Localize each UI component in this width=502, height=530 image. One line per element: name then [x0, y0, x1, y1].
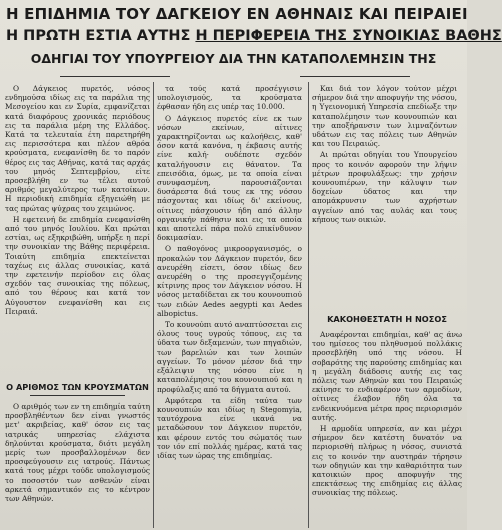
column1-paragraph: Ο Δάγκειος πυρετός, νόσος ενδημούσα ιδίως εις τα παράλια της Μεσογείου και εν Συρία, εμφανίζεται κατά διαφόρους χρονικάς περιόδους εις τα παράλια μέρη της Ελλάδος. Κατά τα τελευταία έτη παρετηρήθη εις περισσότερα και πλέον αθρόα κρούσματα, ενεφανίσθη δε το παρόν θέρος εις τας Αθήνας, κατά τας αρχάς του μηνός Σεπτεμβρίου, είτε προσεβλήθη εν τω τέλει αυτού αριθμός μεγαλύτερος των κατοίκων. Η περιοδική επιδημία εξηγειώθη με τας πρώτας ψύχρας του χειμώνος.	[5, 84, 150, 213]
headline-secondary-part-a: Η ΠΡΩΤΗ ΕΣΤΙΑ ΑΥΤΗΣ	[6, 28, 191, 44]
subheading-malignant-disease: ΚΑΚΟΗΘΕΣΤΑΤΗ Η ΝΟΣΟΣ	[327, 314, 447, 324]
header-divider-right	[300, 76, 410, 77]
column-divider-1	[153, 82, 154, 528]
article-column-1	[5, 84, 150, 359]
header-divider	[60, 76, 170, 77]
column2-paragraph: Το κουνούπι αυτό αναπτύσσεται εις όλους τους υγρούς τόπους, εις τα ύδατα των δεξαμενών, των πηγαδιών, των βαρελιών και των λοιπών αγγείων. Το μόνον μέσον διά την εξάλειψιν της νόσου είνε η καταπολέμησις του κουνουπιού και η προφύλαξις από τα δήγματα αυτού.	[157, 320, 302, 394]
headline-secondary-part-b: Η ΠΕΡΙΦΕΡΕΙΑ ΤΗΣ ΣΥΝΟΙΚΙΑΣ ΒΑΘΗΣ	[195, 28, 502, 44]
column1b-paragraph: Ο αριθμός των εν τη επιδημία ταύτη προσβληθέντων δεν είναι γνωστός μετ' ακριβείας, καθ' όσον εις τας ιατρικάς υπηρεσίας ελάχιστα δηλούνται κρούσματα, διότι μεγάλη μερίς των προσβαλλομένων δεν προσφεύγουσιν εις ιατρούς. Πάντως κατά τους μέχρι τούδε υπολογισμούς το ποσοστόν των ασθενών είναι αρκετά σημαντικόν εις το κέντρον των Αθηνών.	[5, 402, 150, 504]
column3b-paragraph: Αναφέρονται επιδημίαι, καθ' ας άνω του ημίσεος του πληθυσμού πολλάκις προσεβλήθη υπό της νόσου. Η σοβαρότης της παρούσης επιδημίας και η μεγάλη διάδοσις αυτής εις τας πόλεις των Αθηνών και του Πειραιώς εκίνησε το ενδιαφέρον των αρμοδίων, οίτινες έλαβον ήδη όλα τα ενδεικνυόμενα μέτρα προς περιορισμόν αυτής.	[312, 330, 462, 422]
column3-paragraph: Και διά τον λόγον τούτον μέχρι σήμερον διά την αποφυγήν της νόσου, η Υγειονομική Υπηρεσία επεδίωξε την καταπολέμησιν των κουνουπιών και την αποξήρανσιν των λιμναζόντων υδάτων εις τας πόλεις των Αθηνών και του Πειραιώς.	[312, 84, 457, 149]
headline-main: Η ΕΠΙΔΗΜΙΑ ΤΟΥ ΔΑΓΚΕΙΟΥ ΕΝ ΑΘΗΝΑΙΣ ΚΑΙ ΠΕΙΡΑΙΕΙ	[6, 5, 468, 23]
column2-paragraph: Αμφότερα τα είδη ταύτα των κουνουπιών και ιδίως η Stegomyia, ταυτόχρονα είνε ικανά να μεταδώσουν τον Δάγκειον πυρετόν, και φέρουν εντός του σώματός των τον ιόν επί πολλάς ημέρας, κατά τας ιδίας των ώρας της επιδημίας.	[157, 395, 302, 460]
column2-paragraph: Ο Δάγκειος πυρετός είνε εκ των νόσων εκείνων, αίτινες χαρακτηρίζονται ως καλοήθεις, καθ' όσον κατά κανόνα, η έκβασις αυτής είνε καλή· ουδέποτε σχεδόν καταλήγουσιν εις θάνατον. Τα επεισόδια, όμως, με τα οποία είναι συνυφασμένη, παρουσιάζονται δυσάρεστα διά τους εκ της νόσου πάσχοντας και ιδίως δι' εκείνους, οίτινες πάσχουσιν ήδη από άλλην οργανικήν πάθησιν και εις τα οποία και αποτελεί πάρα πολύ επικίνδυνον δοκιμασίαν.	[157, 113, 302, 243]
headline-tertiary: ΟΔΗΓΙΑΙ ΤΟΥ ΥΠΟΥΡΓΕΙΟΥ ΔΙΑ ΤΗΝ ΚΑΤΑΠΟΛΕΜΗΣΙΝ ΤΗΣ	[30, 51, 437, 66]
article-column-3	[312, 84, 457, 284]
column-divider-2	[308, 82, 309, 528]
column2-paragraph: Ο παθογόνος μικροοργανισμός, ο προκαλών τον Δάγκειον πυρετόν, δεν ανευρέθη είσετι, όσον ιδίως δεν ανευρέθη ο της προσεγγιζομένης κίτρινης προς τον Δάγκειον νόσου. Η νόσος μεταδίδεται εκ του κουνουπιού των ειδών Aedes aegypti και Aedes albopictus.	[157, 244, 302, 318]
article-column-1-continued	[5, 402, 150, 528]
article-column-2	[157, 84, 302, 528]
column2-paragraph: τα τούς κατά προσέγγισιν υπολογισμούς, τα κρούσματα έφθασαν ήδη εις υπέρ τας 10.000.	[157, 84, 302, 112]
column3b-paragraph: Η αρμοδία υπηρεσία, αν και μέχρι σήμερον δεν κατέστη δυνατόν να περιορισθή πλήρως η νόσος, συνιστά εις το κοινόν την αυστηράν τήρησιν των οδηγιών και την καθαριότητα των κατοικιών προς αποφυγήν της επεκτάσεως της επιδημίας εις άλλας συνοικίας της πόλεως.	[312, 424, 462, 498]
subheading-rule	[30, 395, 125, 396]
headline-secondary	[6, 26, 502, 46]
subheading-case-count: Ο ΑΡΙΘΜΟΣ ΤΩΝ ΚΡΟΥΣΜΑΤΩΝ	[6, 382, 149, 392]
column3-paragraph: Αι πρώται οδηγίαι του Υπουργείου προς το κοινόν αφορούν την λήψιν μέτρων προφυλάξεως: την χρήσιν κουνουπιέρων, την κάλυψιν των δοχείων ύδατος και την απομάκρυνσιν των αχρήστων αγγείων από τας αυλάς και τους κήπους των οικιών.	[312, 150, 457, 224]
column1-paragraph: Η εφετεινή δε επιδημία ενεφανίσθη από του μηνός Ιουλίου. Και πρώται εστίαι, ως εξηκριβώθη, υπήρξε η περί την συνοικίαν της Βάθης περιφέρεια. Τοιαύτη επιδημία επεκτείνεται ταχέως εις άλλας συνοικίας, κατά την εφετεινήν περίοδον εις όλας σχεδόν τας συνοικίας της πόλεως, από του θέρους και κατά τον Αύγουστον ενεφανίσθη και εις Πειραιά.	[5, 214, 150, 316]
article-column-3-continued	[312, 330, 462, 528]
